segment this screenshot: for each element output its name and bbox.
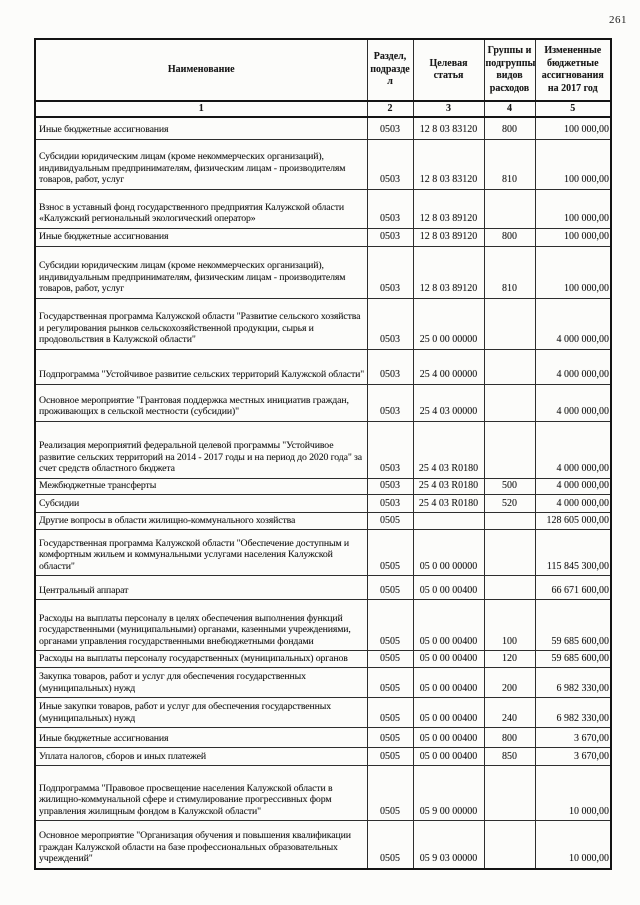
table-row xyxy=(35,349,611,384)
cell-group xyxy=(484,349,535,384)
cell-amount: 3 670,00 xyxy=(535,728,611,748)
table-row xyxy=(35,651,611,668)
cell-article: 25 4 03 R0180 xyxy=(413,495,484,513)
header-section: Раздел, подраздел xyxy=(367,39,413,101)
cell-group: 800 xyxy=(484,117,535,139)
cell-group xyxy=(484,189,535,228)
column-number-2: 2 xyxy=(367,101,413,117)
cell-name: Подпрограмма "Устойчивое развитие сельских территорий Калужской области" xyxy=(35,349,367,384)
cell-group xyxy=(484,766,535,821)
table-row xyxy=(35,748,611,766)
column-number-1: 1 xyxy=(35,101,367,117)
table-row xyxy=(35,246,611,298)
cell-group xyxy=(484,513,535,530)
cell-name: Центральный аппарат xyxy=(35,576,367,600)
column-number-4: 4 xyxy=(484,101,535,117)
cell-section: 0505 xyxy=(367,530,413,576)
cell-article: 05 9 03 00000 xyxy=(413,821,484,869)
cell-section: 0503 xyxy=(367,298,413,349)
cell-amount: 128 605 000,00 xyxy=(535,513,611,530)
cell-amount: 4 000 000,00 xyxy=(535,478,611,495)
cell-name: Государственная программа Калужской области "Обеспечение доступным и комфортным жильем и коммунальными услугами населения Калужской области" xyxy=(35,530,367,576)
cell-group: 810 xyxy=(484,246,535,298)
cell-group: 120 xyxy=(484,651,535,668)
cell-article: 05 0 00 00400 xyxy=(413,600,484,651)
cell-name: Взнос в уставный фонд государственного предприятия Калужской области «Калужский региональный экологический оператор» xyxy=(35,189,367,228)
cell-amount: 10 000,00 xyxy=(535,766,611,821)
header-article: Целевая статья xyxy=(413,39,484,101)
cell-amount: 4 000 000,00 xyxy=(535,384,611,421)
header-name: Наименование xyxy=(35,39,367,101)
column-number-3: 3 xyxy=(413,101,484,117)
header-amount: Измененные бюджетные ассигнования на 2017 год xyxy=(535,39,611,101)
cell-section: 0505 xyxy=(367,728,413,748)
cell-section: 0503 xyxy=(367,421,413,478)
cell-section: 0503 xyxy=(367,117,413,139)
cell-amount: 3 670,00 xyxy=(535,748,611,766)
table-row xyxy=(35,576,611,600)
cell-group xyxy=(484,821,535,869)
cell-section: 0503 xyxy=(367,495,413,513)
cell-name: Иные бюджетные ассигнования xyxy=(35,228,367,246)
cell-amount: 100 000,00 xyxy=(535,246,611,298)
cell-article: 12 8 03 83120 xyxy=(413,139,484,189)
table-row xyxy=(35,478,611,495)
cell-group: 240 xyxy=(484,698,535,728)
table-row xyxy=(35,728,611,748)
budget-table xyxy=(34,38,612,870)
table-row xyxy=(35,139,611,189)
cell-group: 100 xyxy=(484,600,535,651)
cell-name: Расходы на выплаты персоналу в целях обеспечения выполнения функций государственными (муниципальными) органами, казенными учреждениями, органами управления государственными внебюджетными фондами xyxy=(35,600,367,651)
cell-amount: 100 000,00 xyxy=(535,228,611,246)
cell-article: 25 4 00 00000 xyxy=(413,349,484,384)
cell-name: Субсидии xyxy=(35,495,367,513)
cell-amount: 4 000 000,00 xyxy=(535,298,611,349)
cell-group: 200 xyxy=(484,668,535,698)
cell-name: Основное мероприятие "Организация обучения и повышения квалификации граждан Калужской области на базе профессиональных образовательных учреждений" xyxy=(35,821,367,869)
cell-amount: 115 845 300,00 xyxy=(535,530,611,576)
cell-article: 05 0 00 00400 xyxy=(413,728,484,748)
table-row xyxy=(35,421,611,478)
cell-amount: 4 000 000,00 xyxy=(535,495,611,513)
cell-article: 12 8 03 83120 xyxy=(413,117,484,139)
cell-group xyxy=(484,298,535,349)
cell-group xyxy=(484,576,535,600)
cell-article: 12 8 03 89120 xyxy=(413,228,484,246)
cell-article: 05 0 00 00400 xyxy=(413,748,484,766)
cell-group: 520 xyxy=(484,495,535,513)
cell-section: 0505 xyxy=(367,576,413,600)
header-groups: Группы и подгруппы видов расходов xyxy=(484,39,535,101)
cell-amount: 6 982 330,00 xyxy=(535,698,611,728)
cell-section: 0505 xyxy=(367,668,413,698)
cell-section: 0505 xyxy=(367,821,413,869)
cell-group: 500 xyxy=(484,478,535,495)
table-body xyxy=(35,117,611,869)
cell-group: 850 xyxy=(484,748,535,766)
cell-amount: 10 000,00 xyxy=(535,821,611,869)
cell-article: 05 0 00 00400 xyxy=(413,576,484,600)
cell-section: 0505 xyxy=(367,600,413,651)
table-row xyxy=(35,384,611,421)
cell-article: 12 8 03 89120 xyxy=(413,246,484,298)
cell-amount: 6 982 330,00 xyxy=(535,668,611,698)
table-row xyxy=(35,766,611,821)
cell-article: 05 9 00 00000 xyxy=(413,766,484,821)
cell-name: Субсидии юридическим лицам (кроме некоммерческих организаций), индивидуальным предпринимателям, физическим лицам - производителям товаров, работ, услуг xyxy=(35,246,367,298)
cell-article: 12 8 03 89120 xyxy=(413,189,484,228)
cell-name: Уплата налогов, сборов и иных платежей xyxy=(35,748,367,766)
cell-group: 800 xyxy=(484,728,535,748)
cell-name: Закупка товаров, работ и услуг для обеспечения государственных (муниципальных) нужд xyxy=(35,668,367,698)
cell-group xyxy=(484,421,535,478)
table-row xyxy=(35,228,611,246)
cell-amount: 59 685 600,00 xyxy=(535,600,611,651)
cell-name: Другие вопросы в области жилищно-коммунального хозяйства xyxy=(35,513,367,530)
cell-section: 0503 xyxy=(367,478,413,495)
cell-name: Межбюджетные трансферты xyxy=(35,478,367,495)
table-row xyxy=(35,189,611,228)
cell-article xyxy=(413,513,484,530)
cell-name: Государственная программа Калужской области "Развитие сельского хозяйства и регулирования рынков сельскохозяйственной продукции, сырья и продовольствия в Калужской области" xyxy=(35,298,367,349)
cell-section: 0505 xyxy=(367,748,413,766)
cell-article: 05 0 00 00400 xyxy=(413,668,484,698)
cell-section: 0503 xyxy=(367,246,413,298)
table-row xyxy=(35,698,611,728)
cell-section: 0505 xyxy=(367,766,413,821)
table-row xyxy=(35,495,611,513)
cell-section: 0505 xyxy=(367,651,413,668)
cell-amount: 4 000 000,00 xyxy=(535,421,611,478)
cell-name: Основное мероприятие "Грантовая поддержка местных инициатив граждан, проживающих в сельской местности (субсидии)" xyxy=(35,384,367,421)
cell-group xyxy=(484,530,535,576)
cell-group xyxy=(484,384,535,421)
cell-article: 05 0 00 00400 xyxy=(413,698,484,728)
cell-section: 0503 xyxy=(367,189,413,228)
table-row xyxy=(35,513,611,530)
cell-group: 810 xyxy=(484,139,535,189)
cell-name: Подпрограмма "Правовое просвещение населения Калужской области в жилищно-коммунальной сфере и стимулирование прогрессивных форм управления жилищным фондом в Калужской области" xyxy=(35,766,367,821)
cell-section: 0505 xyxy=(367,698,413,728)
cell-amount: 4 000 000,00 xyxy=(535,349,611,384)
cell-section: 0503 xyxy=(367,139,413,189)
cell-name: Иные бюджетные ассигнования xyxy=(35,117,367,139)
cell-name: Реализация мероприятий федеральной целевой программы "Устойчивое развитие сельских территорий на 2014 - 2017 годы и на период до 2020 года" за счет средств областного бюджета xyxy=(35,421,367,478)
cell-article: 25 4 03 R0180 xyxy=(413,478,484,495)
cell-section: 0503 xyxy=(367,349,413,384)
table-header-row xyxy=(35,39,611,101)
cell-amount: 100 000,00 xyxy=(535,189,611,228)
cell-section: 0503 xyxy=(367,228,413,246)
table-header xyxy=(35,39,611,117)
cell-name: Иные бюджетные ассигнования xyxy=(35,728,367,748)
table-row xyxy=(35,298,611,349)
cell-article: 25 4 03 00000 xyxy=(413,384,484,421)
page-number: 261 xyxy=(609,14,627,26)
cell-article: 05 0 00 00400 xyxy=(413,651,484,668)
table-row xyxy=(35,530,611,576)
cell-section: 0503 xyxy=(367,384,413,421)
cell-article: 25 0 00 00000 xyxy=(413,298,484,349)
table-row xyxy=(35,600,611,651)
cell-amount: 66 671 600,00 xyxy=(535,576,611,600)
cell-name: Расходы на выплаты персоналу государственных (муниципальных) органов xyxy=(35,651,367,668)
table-row xyxy=(35,117,611,139)
cell-article: 25 4 03 R0180 xyxy=(413,421,484,478)
column-number-5: 5 xyxy=(535,101,611,117)
cell-amount: 100 000,00 xyxy=(535,117,611,139)
table-row xyxy=(35,821,611,869)
cell-group: 800 xyxy=(484,228,535,246)
cell-amount: 100 000,00 xyxy=(535,139,611,189)
cell-name: Иные закупки товаров, работ и услуг для обеспечения государственных (муниципальных) нужд xyxy=(35,698,367,728)
cell-article: 05 0 00 00000 xyxy=(413,530,484,576)
column-numbers-row xyxy=(35,101,611,117)
cell-amount: 59 685 600,00 xyxy=(535,651,611,668)
cell-name: Субсидии юридическим лицам (кроме некоммерческих организаций), индивидуальным предпринимателям, физическим лицам - производителям товаров, работ, услуг xyxy=(35,139,367,189)
cell-section: 0505 xyxy=(367,513,413,530)
table-row xyxy=(35,668,611,698)
